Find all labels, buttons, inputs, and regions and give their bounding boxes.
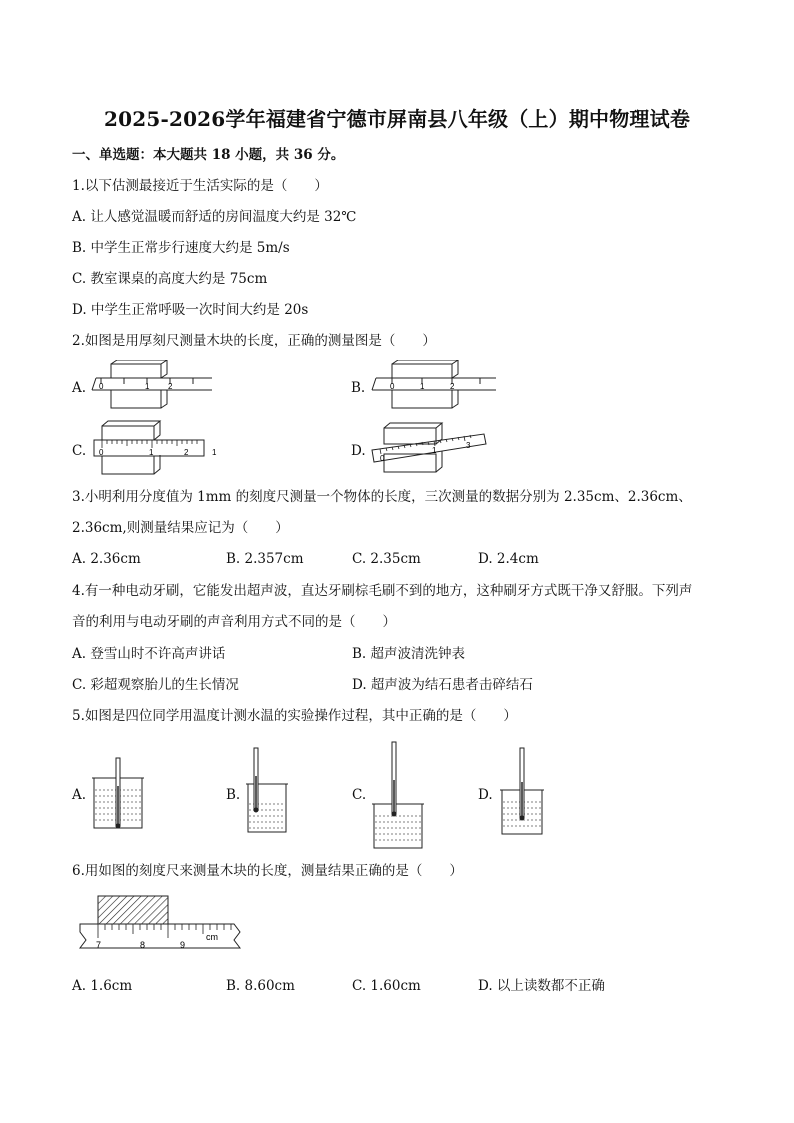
figure-d-tick-1: 1 <box>432 446 437 455</box>
question-1-option-c[interactable]: C. 教室课桌的高度大约是 75cm <box>72 271 268 287</box>
figure-c-tick-0: 0 <box>99 448 104 457</box>
question-4-stem-line-2: 音的利用与电动牙刷的声音利用方式不同的是（ ） <box>72 614 396 630</box>
figure-d-tick-0: 0 <box>380 454 385 463</box>
question-6-stem: 6.用如图的刻度尺来测量木块的长度，测量结果正确的是（ ） <box>72 863 463 879</box>
section-heading: 一、单选题：本大题共 18 小题，共 36 分。 <box>72 147 345 163</box>
question-6-option-b[interactable]: B. 8.60cm <box>226 978 295 994</box>
question-4-option-a[interactable]: A. 登雪山时不许高声讲话 <box>72 646 226 662</box>
figure-c-tick-1: 1 <box>149 448 154 457</box>
question-4-option-c[interactable]: C. 彩超观察胎儿的生长情况 <box>72 677 239 693</box>
question-5-stem: 5.如图是四位同学用温度计测水温的实验操作过程，其中正确的是（ ） <box>72 708 517 724</box>
question-2-figure-c <box>92 420 222 478</box>
figure-c-tick-2: 2 <box>184 448 189 457</box>
figure-b-tick-2: 2 <box>450 382 455 391</box>
question-4-stem-line-1: 4.有一种电动牙刷，它能发出超声波，直达牙刷棕毛刷不到的地方，这种刷牙方式既干净又舒服。下列声 <box>72 583 693 599</box>
page-title: 2025-2026学年福建省宁德市屏南县八年级（上）期中物理试卷 <box>103 107 691 131</box>
question-3-stem-line-1: 3.小明利用分度值为 1mm 的刻度尺测量一个物体的长度，三次测量的数据分别为 2.35cm、2.36cm、 <box>72 489 692 505</box>
figure-c-tick-3: 1 <box>212 448 217 457</box>
wood-block <box>98 896 168 924</box>
question-3-stem-line-2: 2.36cm,则测量结果应记为（ ） <box>72 520 289 536</box>
question-1-option-a[interactable]: A. 让人感觉温暖而舒适的房间温度大约是 32℃ <box>72 209 357 225</box>
question-2-label-d[interactable]: D. <box>351 443 366 459</box>
question-2-stem: 2.如图是用厚刻尺测量木块的长度，正确的测量图是（ ） <box>72 333 436 349</box>
question-5-label-c[interactable]: C. <box>352 787 367 803</box>
question-2-label-a[interactable]: A. <box>72 380 87 396</box>
question-1-option-b[interactable]: B. 中学生正常步行速度大约是 5m/s <box>72 240 290 256</box>
ruler-tick-7: 7 <box>96 940 102 950</box>
ruler-tick-9: 9 <box>180 940 186 950</box>
question-2-label-c[interactable]: C. <box>72 443 87 459</box>
question-2-label-b[interactable]: B. <box>351 380 366 396</box>
question-5-label-d[interactable]: D. <box>478 787 493 803</box>
question-3-option-b[interactable]: B. 2.357cm <box>226 551 304 567</box>
question-4-option-b[interactable]: B. 超声波清洗钟表 <box>352 646 466 662</box>
question-6-option-c[interactable]: C. 1.60cm <box>352 978 421 994</box>
question-1-option-d[interactable]: D. 中学生正常呼吸一次时间大约是 20s <box>72 302 309 318</box>
question-5-figure-b <box>244 746 290 836</box>
question-6-option-a[interactable]: A. 1.6cm <box>72 978 133 994</box>
question-2-figure-d <box>366 420 496 478</box>
question-2-figure-b <box>362 360 502 412</box>
question-5-figure-a <box>90 756 146 832</box>
question-6-option-d[interactable]: D. 以上读数都不正确 <box>478 978 605 994</box>
question-3-option-d[interactable]: D. 2.4cm <box>478 551 539 567</box>
question-3-option-c[interactable]: C. 2.35cm <box>352 551 421 567</box>
ruler-tick-8: 8 <box>140 940 146 950</box>
question-2-figure-a <box>88 360 218 412</box>
question-5-figure-d <box>498 746 546 838</box>
question-5-label-b[interactable]: B. <box>226 787 241 803</box>
question-6-ruler-figure <box>74 892 244 958</box>
question-5-label-a[interactable]: A. <box>72 787 87 803</box>
question-4-option-d[interactable]: D. 超声波为结石患者击碎结石 <box>352 677 533 693</box>
question-5-figure-c <box>370 740 426 850</box>
figure-a-tick-0: 0 <box>99 382 104 391</box>
question-3-option-a[interactable]: A. 2.36cm <box>72 551 141 567</box>
figure-b-tick-0: 0 <box>390 382 395 391</box>
figure-b-tick-1: 1 <box>420 382 425 391</box>
figure-a-tick-1: 1 <box>145 382 150 391</box>
question-1-stem: 1.以下估测最接近于生活实际的是（ ） <box>72 178 328 194</box>
ruler-unit-label: cm <box>206 932 218 942</box>
figure-d-tick-2: 3 <box>466 441 471 450</box>
figure-a-tick-2: 2 <box>168 382 173 391</box>
